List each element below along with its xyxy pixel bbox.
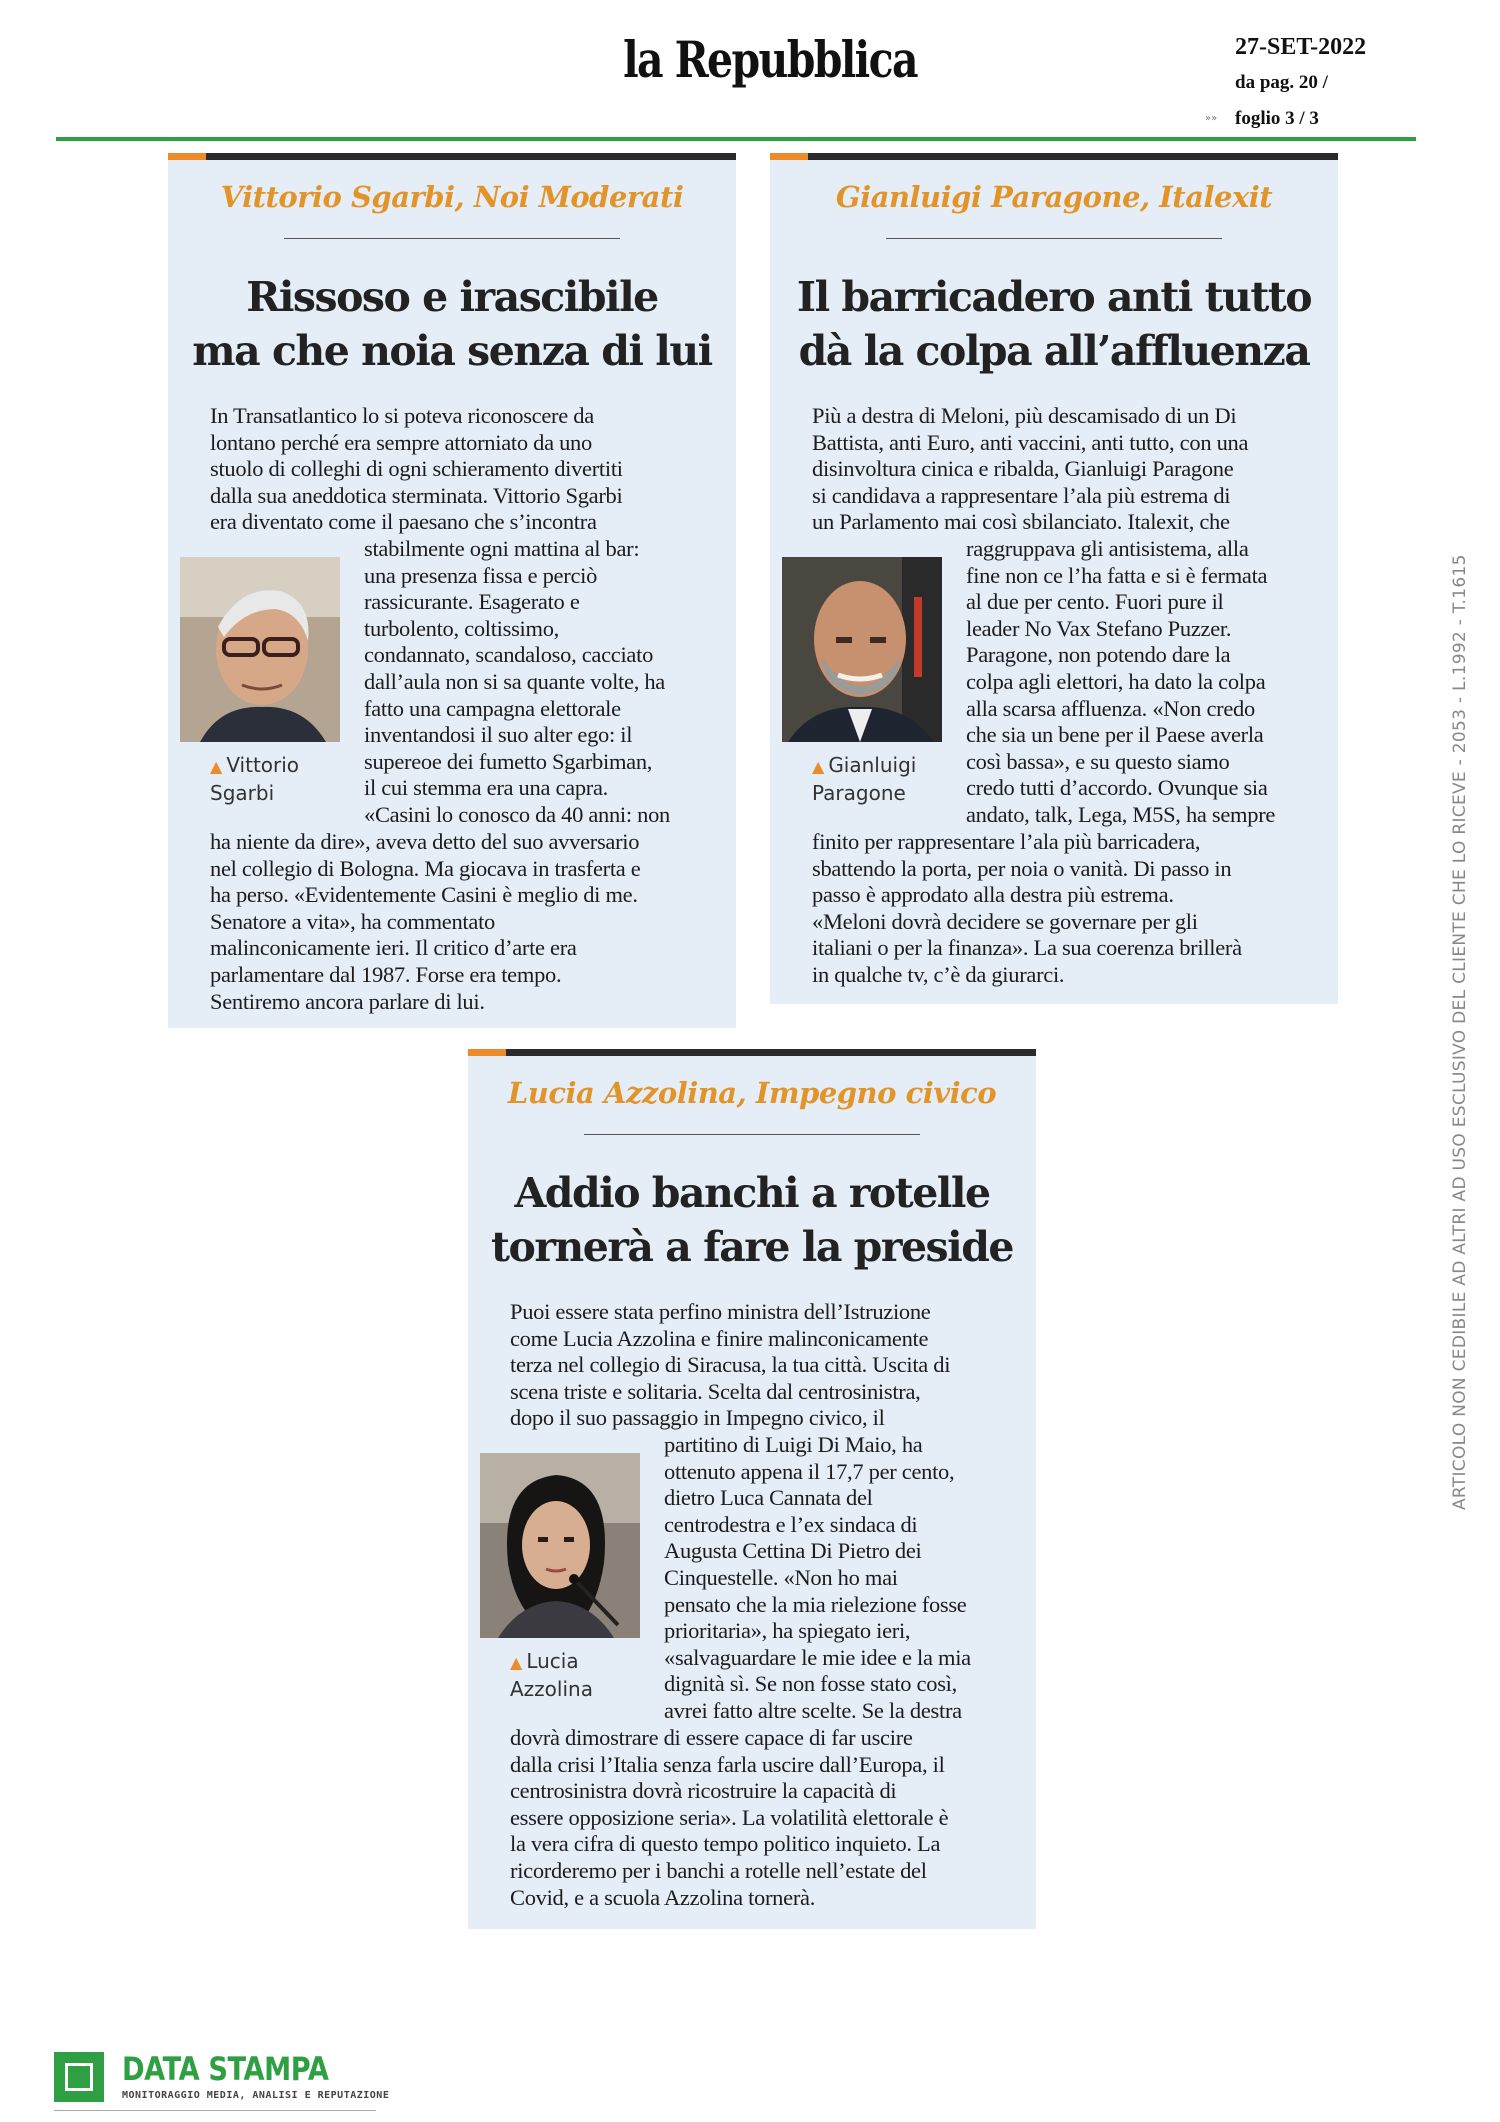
caption-line: Vittorio bbox=[226, 753, 300, 777]
body-line: rassicurante. Esagerato e bbox=[364, 589, 580, 615]
sheet-arrow: »» bbox=[1205, 113, 1218, 124]
caption-triangle-icon: ▲ bbox=[210, 757, 223, 776]
caption-line: Paragone bbox=[812, 781, 906, 805]
body-line: prioritaria», ha spiegato ieri, bbox=[664, 1618, 911, 1644]
caption-line: Sgarbi bbox=[210, 781, 275, 805]
article-body-wrap bbox=[364, 536, 670, 829]
caption-line: Gianluigi bbox=[828, 753, 917, 777]
body-line: stabilmente ogni mattina al bar: bbox=[364, 536, 640, 561]
sheet-reference: foglio 3 / 3 bbox=[1235, 108, 1319, 129]
article-body-bottom bbox=[510, 1725, 948, 1911]
body-line: centrodestra e l’ex sindaca di bbox=[664, 1511, 918, 1537]
newspaper-masthead: la Repubblica bbox=[623, 30, 917, 89]
body-line: «Casini lo conosco da 40 anni: non bbox=[364, 801, 671, 827]
body-line: andato, talk, Lega, M5S, ha sempre bbox=[966, 801, 1276, 827]
body-line: fatto una campagna elettorale bbox=[364, 695, 621, 721]
caption-line: Lucia bbox=[526, 1649, 579, 1673]
headline-line: ma che noia senza di lui bbox=[192, 327, 712, 375]
article-headline bbox=[770, 270, 1338, 378]
body-line: Battista, anti Euro, anti vaccini, anti tutto, con una bbox=[812, 429, 1249, 455]
body-line: che sia un bene per il Paese averla bbox=[966, 722, 1264, 748]
caption-triangle-icon: ▲ bbox=[510, 1653, 523, 1672]
body-line: disinvoltura cinica e ribalda, Gianluigi Paragone bbox=[812, 456, 1234, 482]
portrait-photo-paragone bbox=[782, 557, 942, 742]
body-line: passo è approdato alla destra più estrema. bbox=[812, 882, 1174, 908]
body-line: partitino di Luigi Di Maio, ha bbox=[664, 1432, 923, 1457]
body-line: parlamentare dal 1987. Forse era tempo. bbox=[210, 961, 562, 987]
body-line: il cui stemma era una capra. bbox=[364, 775, 608, 801]
body-line: come Lucia Azzolina e finire malinconicamente bbox=[510, 1325, 929, 1351]
article-body-top bbox=[812, 403, 1248, 536]
article-headline bbox=[168, 270, 736, 378]
article-body-wrap bbox=[966, 536, 1275, 829]
body-line: ha perso. «Evidentemente Casini è meglio di me. bbox=[210, 882, 638, 908]
body-line: malinconicamente ieri. Il critico d’arte era bbox=[210, 935, 577, 961]
article-body-wrap bbox=[664, 1432, 971, 1725]
body-line: la vera cifra di questo tempo politico inquieto. La bbox=[510, 1831, 941, 1857]
body-line: dovrà dimostrare di essere capace di far uscire bbox=[510, 1725, 913, 1750]
body-line: Paragone, non potendo dare la bbox=[966, 642, 1231, 668]
kicker-divider bbox=[284, 238, 620, 239]
caption-line: Azzolina bbox=[510, 1677, 593, 1701]
body-line: avrei fatto altre scelte. Se la destra bbox=[664, 1697, 962, 1723]
body-line: al due per cento. Fuori pure il bbox=[966, 589, 1224, 615]
headline-line: Il barricadero anti tutto bbox=[796, 273, 1312, 321]
body-line: terza nel collegio di Siracusa, la tua città. Uscita di bbox=[510, 1352, 951, 1378]
body-line: colpa agli elettori, ha dato la colpa bbox=[966, 668, 1266, 694]
kicker-divider bbox=[886, 238, 1222, 239]
body-line: raggruppava gli antisistema, alla bbox=[966, 536, 1249, 561]
body-line: supereoe dei fumetto Sgarbiman, bbox=[364, 748, 653, 774]
body-line: finito per rappresentare l’ala più barricadera, bbox=[812, 829, 1201, 854]
body-line: Senatore a vita», ha commentato bbox=[210, 908, 495, 934]
body-line: ricorderemo per i banchi a rotelle nell’estate del bbox=[510, 1857, 927, 1883]
body-line: In Transatlantico lo si poteva riconoscere da bbox=[210, 403, 594, 428]
article-card-paragone bbox=[770, 153, 1338, 1004]
body-line: una presenza fissa e perciò bbox=[364, 562, 598, 588]
body-line: Augusta Cettina Di Pietro dei bbox=[664, 1538, 922, 1564]
body-line: centrosinistra dovrà ricostruire la capacità di bbox=[510, 1778, 897, 1804]
footer-brand: DATA STAMPA bbox=[122, 2050, 329, 2088]
headline-line: dà la colpa all’affluenza bbox=[798, 327, 1310, 375]
article-body-bottom bbox=[210, 829, 640, 1015]
body-line: fine non ce l’ha fatta e si è fermata bbox=[966, 562, 1268, 588]
body-line: italiani o per la finanza». La sua coerenza brillerà bbox=[812, 935, 1242, 961]
body-line: in qualche tv, c’è da giurarci. bbox=[812, 961, 1065, 987]
body-line: Più a destra di Meloni, più descamisado di un Di bbox=[812, 403, 1237, 428]
portrait-illustration bbox=[782, 557, 942, 742]
headline-line: Addio banchi a rotelle bbox=[514, 1169, 990, 1217]
body-line: Cinquestelle. «Non ho mai bbox=[664, 1564, 898, 1590]
article-card-sgarbi bbox=[168, 153, 736, 1028]
body-line: si candidava a rappresentare l’ala più estrema di bbox=[812, 482, 1231, 508]
body-line: dall’aula non si sa quante volte, ha bbox=[364, 668, 665, 694]
card-accent bbox=[770, 153, 808, 160]
portrait-illustration bbox=[180, 557, 340, 742]
kicker-divider bbox=[584, 1134, 920, 1135]
body-line: condannato, scandaloso, cacciato bbox=[364, 642, 654, 668]
body-line: un Parlamento mai così sbilanciato. Italexit, che bbox=[812, 509, 1230, 535]
body-line: Covid, e a scuola Azzolina tornerà. bbox=[510, 1884, 816, 1910]
footer-divider bbox=[54, 2110, 376, 2111]
body-line: ottenuto appena il 17,7 per cento, bbox=[664, 1458, 955, 1484]
copyright-disclaimer: ARTICOLO NON CEDIBILE AD ALTRI AD USO ESCLUSIVO DEL CLIENTE CHE LO RICEVE - 2053 - L.1992 - T.1615 bbox=[1450, 554, 1470, 1510]
body-line: inventandosi il suo alter ego: il bbox=[364, 722, 633, 748]
photo-caption bbox=[510, 1648, 593, 1702]
body-line: dalla sua aneddotica sterminata. Vittorio Sgarbi bbox=[210, 482, 623, 508]
headline-line: tornerà a fare la preside bbox=[491, 1223, 1013, 1271]
data-stampa-logo-icon bbox=[54, 2052, 104, 2102]
body-line: dietro Luca Cannata del bbox=[664, 1485, 873, 1511]
article-kicker: Vittorio Sgarbi, Noi Moderati bbox=[220, 180, 684, 214]
body-line: leader No Vax Stefano Puzzer. bbox=[966, 615, 1232, 641]
publication-date: 27-SET-2022 bbox=[1235, 34, 1367, 60]
body-line: nel collegio di Bologna. Ma giocava in trasferta e bbox=[210, 855, 641, 881]
body-line: così bassa», e su questo siamo bbox=[966, 748, 1230, 774]
portrait-illustration bbox=[480, 1453, 640, 1638]
body-line: scena triste e solitaria. Scelta dal centrosinistra, bbox=[510, 1378, 921, 1404]
article-kicker: Lucia Azzolina, Impegno civico bbox=[507, 1076, 997, 1110]
body-line: era diventato come il paesano che s’incontra bbox=[210, 509, 597, 535]
card-accent bbox=[468, 1049, 506, 1056]
body-line: «salvaguardare le mie idee e la mia bbox=[664, 1644, 971, 1670]
body-line: credo tutti d’accordo. Ovunque sia bbox=[966, 775, 1268, 801]
article-kicker: Gianluigi Paragone, Italexit bbox=[835, 180, 1273, 214]
card-accent bbox=[168, 153, 206, 160]
body-line: sbattendo la porta, per noia o vanità. Di passo in bbox=[812, 855, 1232, 881]
caption-triangle-icon: ▲ bbox=[812, 757, 825, 776]
body-line: alla scarsa affluenza. «Non credo bbox=[966, 695, 1255, 721]
photo-caption bbox=[210, 752, 299, 806]
photo-caption bbox=[812, 752, 916, 806]
portrait-photo-sgarbi bbox=[180, 557, 340, 742]
body-line: dalla crisi l’Italia senza farla uscire dall’Europa, il bbox=[510, 1751, 945, 1777]
header-divider bbox=[56, 137, 1416, 141]
body-line: dopo il suo passaggio in Impegno civico, il bbox=[510, 1405, 885, 1431]
body-line: essere opposizione seria». La volatilità elettorale è bbox=[510, 1804, 949, 1830]
body-line: pensato che la mia rielezione fosse bbox=[664, 1591, 967, 1617]
body-line: Sentiremo ancora parlare di lui. bbox=[210, 988, 485, 1014]
headline-line: Rissoso e irascibile bbox=[246, 273, 658, 321]
article-body-top bbox=[210, 403, 623, 536]
body-line: lontano perché era sempre attorniato da uno bbox=[210, 429, 592, 455]
article-body-top bbox=[510, 1299, 950, 1432]
article-body-bottom bbox=[812, 829, 1242, 989]
body-line: dignità sì. Se non fosse stato così, bbox=[664, 1671, 957, 1697]
body-line: Puoi essere stata perfino ministra dell’Istruzione bbox=[510, 1299, 931, 1324]
body-line: «Meloni dovrà decidere se governare per gli bbox=[812, 908, 1198, 934]
body-line: ha niente da dire», aveva detto del suo avversario bbox=[210, 829, 640, 854]
portrait-photo-azzolina bbox=[480, 1453, 640, 1638]
page-reference: da pag. 20 / bbox=[1235, 72, 1328, 93]
body-line: stuolo di colleghi di ogni schieramento divertiti bbox=[210, 456, 623, 482]
article-headline bbox=[468, 1166, 1036, 1274]
footer-tagline: MONITORAGGIO MEDIA, ANALISI E REPUTAZIONE bbox=[122, 2090, 390, 2101]
body-line: turbolento, coltissimo, bbox=[364, 615, 559, 641]
article-card-azzolina bbox=[468, 1049, 1036, 1929]
